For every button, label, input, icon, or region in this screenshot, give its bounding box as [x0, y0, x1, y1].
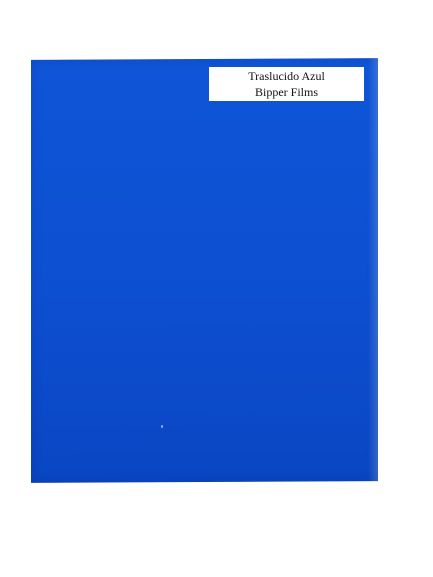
brand-name: Bipper Films [254, 85, 318, 99]
product-name: Traslucido Azul [248, 69, 325, 83]
surface-speck [161, 425, 163, 428]
blue-film-sheet [31, 58, 378, 483]
product-label [209, 67, 364, 101]
